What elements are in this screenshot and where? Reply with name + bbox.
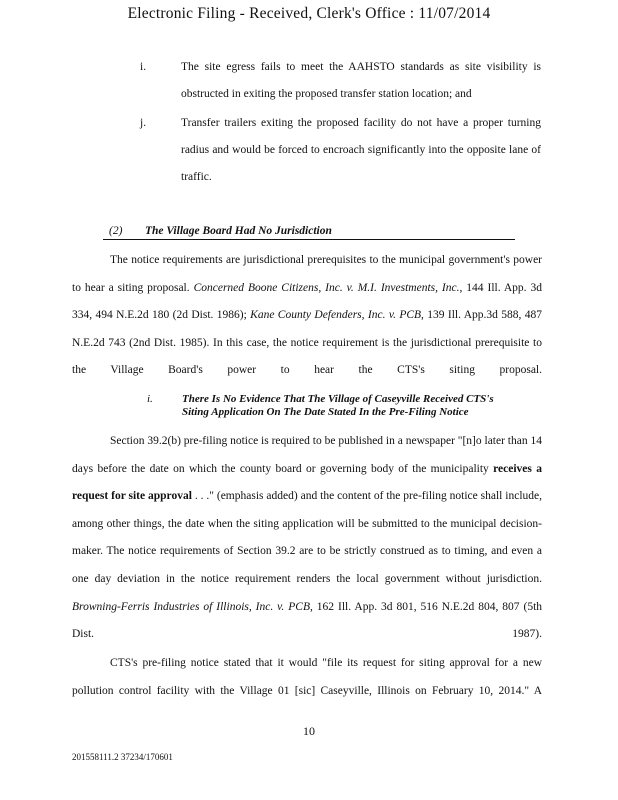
paragraph-prefiling-notice (72, 650, 542, 705)
page-number: 10 (303, 724, 315, 738)
case-citation: Concerned Boone Citizens, Inc. v. M.I. Investments, Inc. (193, 281, 460, 294)
paragraph-text: The notice requirements are jurisdictional prerequisites to the municipal government's power to hear a siting proposal. (72, 254, 542, 294)
document-id: 201558111.2 37234/170601 (72, 752, 173, 762)
case-citation: Kane County Defenders, Inc. v. PCB (250, 309, 422, 322)
list-item-text: The site egress fails to meet the AAHSTO standards as site visibility is obstructed in exiting the proposed transfer station location; and (181, 61, 541, 100)
case-citation: Browning-Ferris Industries of Illinois, Inc. v. PCB (72, 600, 310, 613)
filing-header: Electronic Filing - Received, Clerk's Office : 11/07/2014 (127, 5, 491, 22)
paragraph-text: , 162 Ill. App. 3d 801, 516 N.E.2d 804, 807 (5th Dist. 1987). (72, 600, 543, 641)
list-item-letter: i. (140, 61, 147, 73)
section-title: The Village Board Had No Jurisdiction (145, 225, 332, 237)
paragraph-text: , 144 Ill. App. 3d 334, 494 N.E.2d 180 (2d Dist. 1986); (72, 281, 542, 322)
paragraph-text: CTS's pre-filing notice stated that it would "file its request for siting approval for a new pollution control facility with the Village 01 [sic] Caseyville, Illinois on February 10, 2014." A (72, 657, 542, 697)
section-number: (2) (109, 225, 123, 237)
section-heading (103, 222, 515, 240)
paragraph-section-39-2 (72, 428, 542, 649)
paragraph-text: Section 39.2(b) pre-filing notice is required to be published in a newspaper "[n]o later than 14 days before the date on which the county board or governing body of the municipality (72, 435, 542, 475)
list-item-text: Transfer trailers exiting the proposed facility do not have a proper turning radius and would be forced to encroach significantly into the opposite lane of traffic. (181, 117, 541, 183)
list-item-letter: j. (140, 117, 147, 129)
paragraph-text: . . ." (emphasis added) and the content of the pre-filing notice shall include, among other things, the date when the siting application will be submitted to the municipal decision-maker. The notice requirements of Section 39.2 are to be strictly construed as to timing, and even a one day deviation in the notice requirement renders the local government without jurisdiction. (72, 490, 542, 585)
emphasized-text: receives a request for site approval (72, 462, 542, 503)
paragraph-jurisdiction (72, 247, 542, 385)
subsection-title: There Is No Evidence That The Village of Caseyville Received CTS's Siting Application On The Date Stated In the Pre-Filing Notice (182, 393, 494, 418)
paragraph-text: , 139 Ill. App.3d 588, 487 N.E.2d 743 (2nd Dist. 1985). In this case, the notice requirement is the jurisdictional prerequisite to the Village Board's power to hear the CTS's siting proposal. (72, 309, 543, 377)
subsection-number: i. (147, 393, 153, 405)
